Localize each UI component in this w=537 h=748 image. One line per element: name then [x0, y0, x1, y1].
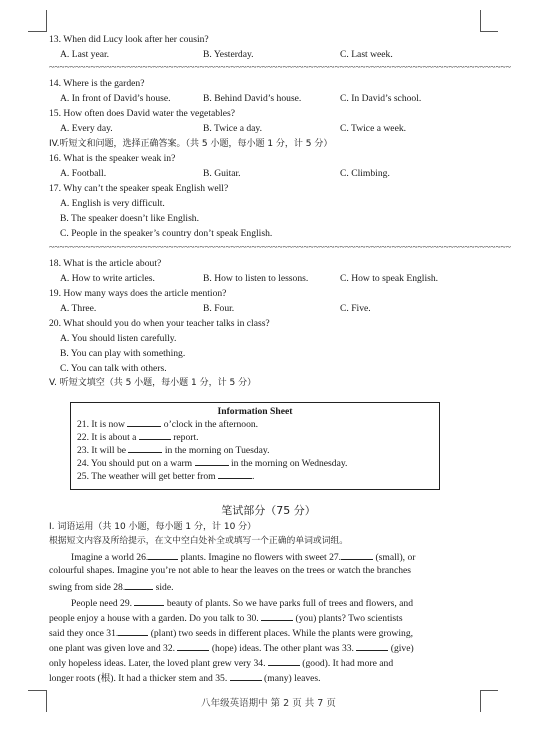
info-25-text-end: . [252, 471, 255, 482]
question-16-option-c[interactable]: C. Climbing. [340, 168, 390, 179]
blank-34[interactable] [268, 656, 300, 666]
passage-line [49, 626, 479, 640]
passage-text: only hopeless ideas. Later, the loved plant grew very 34. [49, 658, 266, 669]
dialogue-separator: ~~~~~~~~~~~~~~~~~~~~~~~~~~~~~~~~~~~~~~~~~~~~~~~~~~~~~~~~~~~~~~~~~~~~~~~~~~~~~~~~~~~~~~~~~ [49, 62, 511, 73]
passage-text: (give) [390, 643, 414, 654]
question-13-stem: 13. When did Lucy look after her cousin? [49, 34, 209, 45]
passage-text: (many) leaves. [264, 673, 321, 684]
info-line-25 [77, 469, 254, 483]
question-20-stem: 20. What should you do when your teacher talks in class? [49, 318, 270, 329]
question-18-stem: 18. What is the article about? [49, 258, 162, 269]
passage-text: (you) plants? Two scientists [295, 613, 403, 624]
question-17-option-a[interactable]: A. English is very difficult. [60, 198, 165, 209]
blank-21[interactable] [127, 417, 161, 427]
info-25-text: 25. The weather will get better from [77, 471, 216, 482]
crop-mark [480, 10, 481, 32]
passage-text: (small), or [375, 552, 416, 563]
blank-35[interactable] [230, 671, 262, 681]
passage-line [49, 611, 479, 625]
blank-27[interactable] [341, 550, 373, 560]
passage-text: people enjoy a house with a garden. Do you talk to 30. [49, 613, 259, 624]
info-23-text-end: in the morning on Tuesday. [164, 445, 270, 456]
info-22-text-end: report. [173, 432, 199, 443]
passage-line [49, 596, 479, 610]
crop-mark [28, 10, 47, 32]
blank-22[interactable] [139, 430, 171, 440]
question-19-option-c[interactable]: C. Five. [340, 303, 371, 314]
question-15-option-a[interactable]: A. Every day. [60, 123, 113, 134]
passage-text: plants. Imagine no flowers with sweet 27. [180, 552, 342, 563]
question-19-stem: 19. How many ways does the article mention? [49, 288, 227, 299]
passage-text: longer roots (根). It had a thicker stem and 35. [49, 673, 228, 684]
passage-line [49, 656, 479, 670]
blank-25[interactable] [218, 469, 252, 479]
passage-text: Imagine a world 26. [71, 552, 149, 563]
info-line-21 [77, 417, 258, 431]
question-13-option-b[interactable]: B. Yesterday. [203, 49, 254, 60]
info-21-text: 21. It is now [77, 419, 125, 430]
passage-line [49, 580, 479, 594]
question-20-option-c[interactable]: C. You can talk with others. [60, 363, 167, 374]
passage-text: one plant was given love and 32. [49, 643, 176, 654]
info-21-text-end: o’clock in the afternoon. [163, 419, 259, 430]
section-1-heading: I. 词语运用（共 10 小题，每小题 1 分，计 10 分） [49, 522, 257, 532]
question-18-option-a[interactable]: A. How to write articles. [60, 273, 155, 284]
question-18-option-b[interactable]: B. How to listen to lessons. [203, 273, 309, 284]
question-18-option-c[interactable]: C. How to speak English. [340, 273, 439, 284]
crop-mark [28, 31, 46, 32]
question-16-option-a[interactable]: A. Football. [60, 168, 107, 179]
passage-text: (plant) two seeds in different places. While the plants were growing, [150, 628, 414, 639]
section-4-heading: IV.听短文和问题，选择正确答案。（共 5 小题，每小题 1 分，计 5 分） [49, 139, 333, 149]
info-22-text: 22. It is about a [77, 432, 137, 443]
question-19-option-a[interactable]: A. Three. [60, 303, 97, 314]
question-13-option-a[interactable]: A. Last year. [60, 49, 110, 60]
passage-line [49, 550, 479, 564]
passage-text: beauty of plants. So we have parks full of trees and flowers, and [166, 598, 413, 609]
blank-29[interactable] [134, 596, 164, 606]
crop-mark [480, 31, 498, 32]
question-19-option-b[interactable]: B. Four. [203, 303, 235, 314]
question-14-option-b[interactable]: B. Behind David’s house. [203, 93, 302, 104]
passage-text: (hope) ideas. The other plant was 33. [211, 643, 354, 654]
info-24-text: 24. You should put on a warm [77, 458, 193, 469]
blank-33[interactable] [356, 641, 388, 651]
section-1-instructions: 根据短文内容及所给提示，在文中空白处补全或填写一个正确的单词或词组。 [49, 536, 349, 546]
info-line-22 [77, 430, 199, 444]
passage-text: swing from side 28. [49, 582, 126, 593]
information-sheet [70, 402, 440, 490]
passage-text: People need 29. [71, 598, 133, 609]
crop-mark [480, 690, 498, 691]
question-16-stem: 16. What is the speaker weak in? [49, 153, 176, 164]
question-13-option-c[interactable]: C. Last week. [340, 49, 393, 60]
passage-line [49, 641, 479, 655]
info-24-text-end: in the morning on Wednesday. [230, 458, 348, 469]
blank-23[interactable] [128, 443, 162, 453]
info-23-text: 23. It will be [77, 445, 127, 456]
blank-24[interactable] [195, 456, 229, 466]
question-17-stem: 17. Why can’t the speaker speak English well? [49, 183, 229, 194]
passage-line: colourful shapes. Imagine you’re not able to hear the leaves on the trees or watch the branches [49, 565, 412, 576]
information-sheet-title: Information Sheet [217, 406, 293, 417]
blank-31[interactable] [118, 626, 148, 636]
question-14-option-c[interactable]: C. In David’s school. [340, 93, 422, 104]
passage-text: side. [155, 582, 174, 593]
dialogue-separator: ~~~~~~~~~~~~~~~~~~~~~~~~~~~~~~~~~~~~~~~~~~~~~~~~~~~~~~~~~~~~~~~~~~~~~~~~~~~~~~~~~~~~~~~~~ [49, 242, 511, 253]
blank-32[interactable] [177, 641, 209, 651]
question-15-option-c[interactable]: C. Twice a week. [340, 123, 407, 134]
question-14-option-a[interactable]: A. In front of David’s house. [60, 93, 171, 104]
question-20-option-b[interactable]: B. You can play with something. [60, 348, 186, 359]
question-15-option-b[interactable]: B. Twice a day. [203, 123, 263, 134]
page-footer: 八年级英语期中 第 2 页 共 7 页 [201, 698, 336, 709]
info-line-24 [77, 456, 347, 470]
blank-30[interactable] [261, 611, 293, 621]
question-17-option-b[interactable]: B. The speaker doesn’t like English. [60, 213, 199, 224]
question-20-option-a[interactable]: A. You should listen carefully. [60, 333, 177, 344]
written-part-title: 笔试部分（75 分） [221, 504, 316, 517]
section-5-heading: V. 听短文填空（共 5 小题，每小题 1 分，计 5 分） [49, 378, 257, 388]
info-line-23 [77, 443, 270, 457]
crop-mark [28, 690, 46, 691]
question-15-stem: 15. How often does David water the vegetables? [49, 108, 235, 119]
question-14-stem: 14. Where is the garden? [49, 78, 145, 89]
blank-26[interactable] [148, 550, 178, 560]
passage-text: (good). It had more and [302, 658, 394, 669]
passage-line [49, 671, 479, 685]
question-17-option-c[interactable]: C. People in the speaker’s country don’t speak English. [60, 228, 273, 239]
passage-text: said they once 31. [49, 628, 119, 639]
blank-28[interactable] [125, 580, 153, 590]
question-16-option-b[interactable]: B. Guitar. [203, 168, 241, 179]
